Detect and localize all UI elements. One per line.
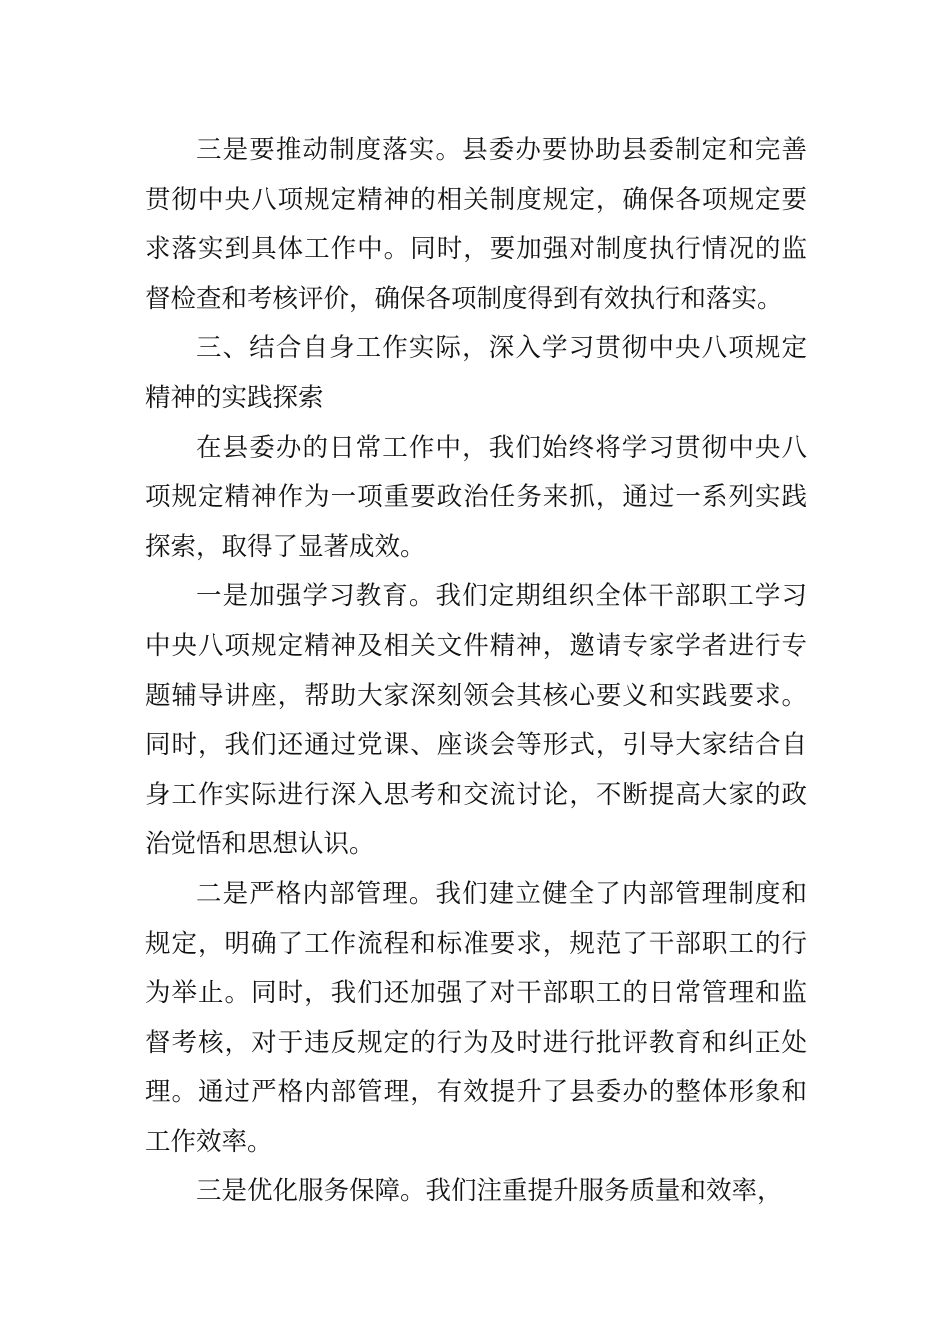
paragraph-internal-management: 二是严格内部管理。我们建立健全了内部管理制度和规定，明确了工作流程和标准要求，规范了干部职工的行为举止。同时，我们还加强了对干部职工的日常管理和监督考核，对于违反规定的行为及时进行批评教育和纠正处理。通过严格内部管理，有效提升了县委办的整体形象和工作效率。 — [145, 878, 807, 1157]
paragraph-system-implementation: 三是要推动制度落实。县委办要协助县委制定和完善贯彻中央八项规定精神的相关制度规定，确保各项规定要求落实到具体工作中。同时，要加强对制度执行情况的监督检查和考核评价，确保各项制度得到有效执行和落实。 — [145, 135, 807, 314]
paragraph-practice-intro: 在县委办的日常工作中，我们始终将学习贯彻中央八项规定精神作为一项重要政治任务来抓，通过一系列实践探索，取得了显著成效。 — [145, 432, 807, 562]
document-body — [145, 126, 807, 1217]
paragraph-study-education: 一是加强学习教育。我们定期组织全体干部职工学习中央八项规定精神及相关文件精神，邀请专家学者进行专题辅导讲座，帮助大家深刻领会其核心要义和实践要求。同时，我们还通过党课、座谈会等形式，引导大家结合自身工作实际进行深入思考和交流讨论，不断提高大家的政治觉悟和思想认识。 — [145, 581, 807, 860]
paragraph-service-guarantee: 三是优化服务保障。我们注重提升服务质量和效率， — [196, 1176, 783, 1207]
section-heading-practice: 三、结合自身工作实际，深入学习贯彻中央八项规定精神的实践探索 — [145, 333, 807, 413]
